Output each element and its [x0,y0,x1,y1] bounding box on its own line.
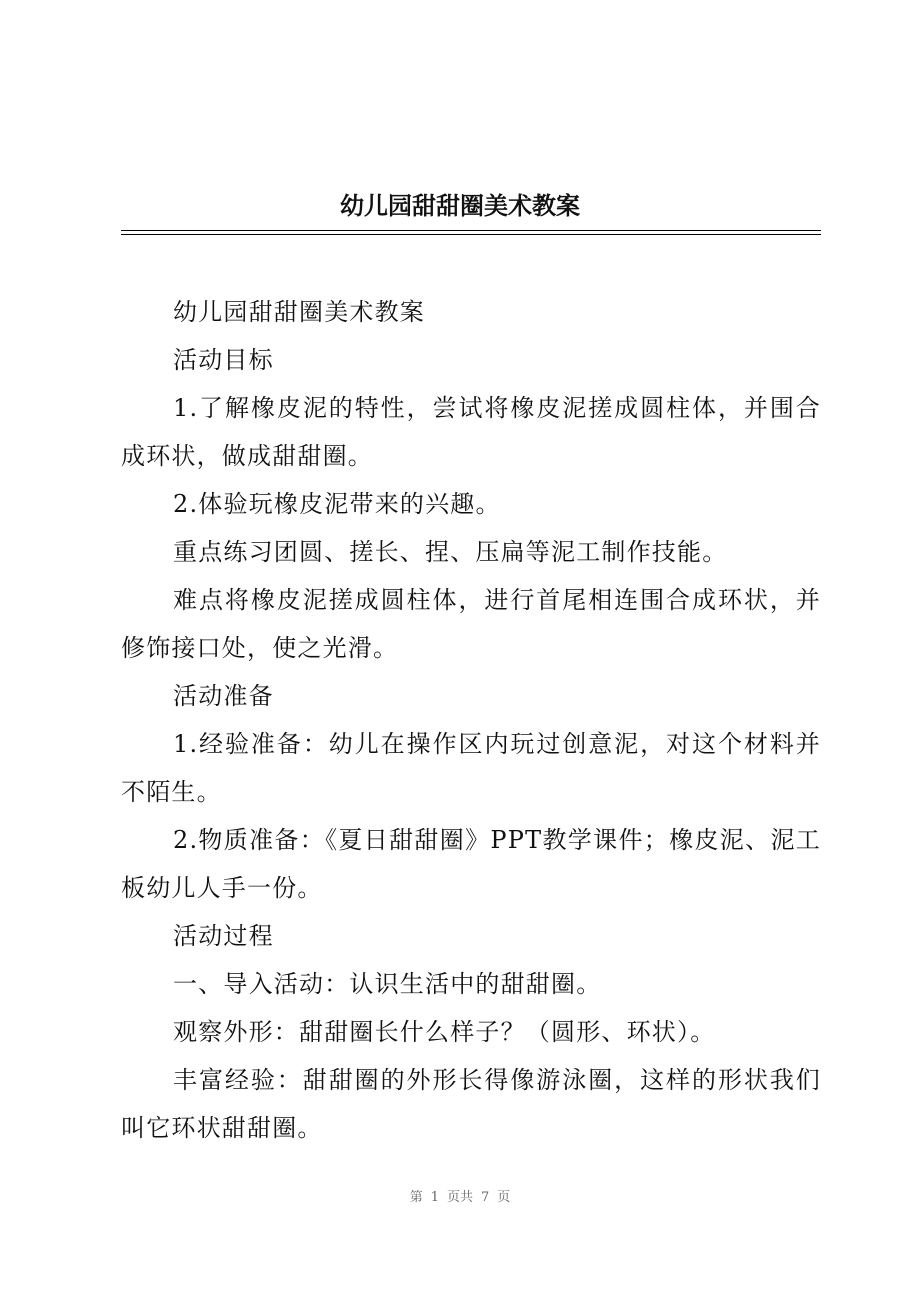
footer-mid: 页共 [446,1190,473,1205]
title-double-rule [121,230,821,235]
paragraph: 重点练习团圆、搓长、捏、压扁等泥工制作技能。 [173,538,728,566]
paragraph: 观察外形：甜甜圈长什么样子？（圆形、环状）。 [173,1018,716,1046]
footer-prefix: 第 [409,1190,423,1205]
document-body [121,288,821,1152]
footer-total-pages: 7 [481,1190,490,1205]
section-heading-goals: 活动目标 [173,346,274,374]
footer-current-page: 1 [430,1190,439,1205]
paragraph: 难点将橡皮泥搓成圆柱体，进行首尾相连围合成环状，并修饰接口处，使之光滑。 [121,586,821,662]
paragraph: 2.物质准备：《夏日甜甜圈》PPT教学课件；橡皮泥、泥工板幼儿人手一份。 [121,826,821,902]
paragraph: 丰富经验：甜甜圈的外形长得像游泳圈，这样的形状我们叫它环状甜甜圈。 [121,1066,821,1142]
paragraph: 一、导入活动：认识生活中的甜甜圈。 [173,970,602,998]
document-title: 幼儿园甜甜圈美术教案 [340,191,580,220]
section-heading-preparation: 活动准备 [173,682,274,710]
footer-suffix: 页 [497,1190,511,1205]
paragraph-heading: 幼儿园甜甜圈美术教案 [173,298,425,326]
paragraph: 1.了解橡皮泥的特性，尝试将橡皮泥搓成圆柱体，并围合成环状，做成甜甜圈。 [121,394,821,470]
paragraph: 2.体验玩橡皮泥带来的兴趣。 [173,490,501,518]
page-footer [0,1186,920,1210]
paragraph: 1.经验准备：幼儿在操作区内玩过创意泥，对这个材料并不陌生。 [121,730,821,806]
section-heading-process: 活动过程 [173,922,274,950]
